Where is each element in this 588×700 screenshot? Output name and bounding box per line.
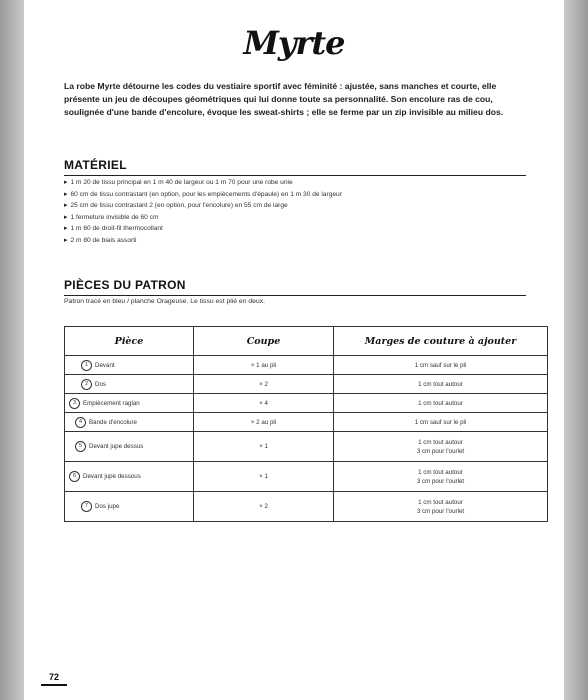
table-row: [65, 492, 548, 522]
marge-cell: [334, 394, 548, 413]
table-row: [65, 413, 548, 432]
piece-name: Dos jupe: [95, 503, 120, 510]
marge-line: 1 cm tout autour: [418, 438, 463, 446]
table-row: [65, 394, 548, 413]
pieces-subtitle: Patron tracé en bleu / planche Orageuse. Le tissu est plié en deux.: [64, 298, 266, 305]
viewer-left-margin: [0, 0, 24, 700]
piece-cell: [65, 375, 194, 394]
coupe-cell: × 2: [194, 375, 334, 394]
materiel-item: ▸ 1 m 60 de droit-fil thermocollant: [64, 223, 526, 235]
marge-line: 1 cm tout autour: [418, 380, 463, 388]
page-number: 72: [41, 672, 67, 686]
table-row: [65, 356, 548, 375]
marge-line: 1 cm sauf sur le pli: [414, 418, 467, 426]
column-header-coupe: Coupe: [194, 327, 334, 356]
coupe-cell: × 1: [194, 462, 334, 492]
coupe-cell: × 1: [194, 432, 334, 462]
marge-cell: [334, 356, 548, 375]
coupe-cell: × 4: [194, 394, 334, 413]
piece-number-badge: 4: [75, 417, 86, 428]
marge-line: 3 cm pour l'ourlet: [416, 447, 465, 455]
piece-cell: [65, 394, 194, 413]
piece-number-badge: 7: [81, 501, 92, 512]
intro-paragraph: La robe Myrte détourne les codes du vestiaire sportif avec féminité : ajustée, sans manches et courte, elle présente un jeu de découpes géométriques qui lui donne toute sa personnalité. Son encolure ras de cou, soulignée d'une bande d'encolure, évoque les sweat-shirts ; elle se ferme par un zip invisible au milieu dos.: [64, 81, 504, 117]
table-row: [65, 462, 548, 492]
marge-line: 1 cm tout autour: [418, 399, 463, 407]
table-row: [65, 375, 548, 394]
marge-line: 3 cm pour l'ourlet: [416, 477, 465, 485]
column-header-marges: Marges de couture à ajouter: [334, 327, 548, 356]
materiel-heading: MATÉRIEL: [64, 158, 526, 176]
piece-name: Devant jupe dessous: [83, 473, 141, 480]
coupe-cell: × 2 au pli: [194, 413, 334, 432]
piece-number-badge: 2: [81, 379, 92, 390]
pattern-pieces-table: [64, 326, 548, 522]
piece-name: Devant jupe dessus: [89, 443, 144, 450]
table-header-row: [65, 327, 548, 356]
marge-line: 1 cm tout autour: [418, 498, 463, 506]
document-page: [24, 0, 564, 700]
materiel-item: ▸ 1 m 20 de tissu principal en 1 m 40 de largeur ou 1 m 70 pour une robe unie: [64, 177, 526, 189]
piece-number-badge: 5: [75, 441, 86, 452]
marge-line: 3 cm pour l'ourlet: [416, 507, 465, 515]
piece-name: Dos: [95, 380, 107, 388]
piece-cell: [65, 462, 194, 492]
marge-cell: [334, 462, 548, 492]
coupe-cell: × 1 au pli: [194, 356, 334, 375]
piece-cell: [65, 356, 194, 375]
pieces-heading: PIÈCES DU PATRON: [64, 278, 526, 296]
piece-name: Bande d'encolure: [89, 418, 137, 426]
marge-cell: [334, 432, 548, 462]
materiel-item: ▸ 25 cm de tissu contrastant 2 (en option, pour l'encolure) en 55 cm de large: [64, 200, 526, 212]
column-header-piece: Pièce: [65, 327, 194, 356]
piece-name: Devant: [95, 361, 115, 369]
viewer-right-margin: [564, 0, 588, 700]
piece-cell: [65, 432, 194, 462]
marge-cell: [334, 492, 548, 522]
piece-number-badge: 1: [81, 360, 92, 371]
piece-cell: [65, 413, 194, 432]
materiel-item: ▸ 1 fermeture invisible de 60 cm: [64, 212, 526, 224]
marge-cell: [334, 375, 548, 394]
coupe-cell: × 2: [194, 492, 334, 522]
piece-name: Empiècement raglan: [83, 399, 140, 407]
table-row: [65, 432, 548, 462]
materiel-item: ▸ 60 cm de tissu contrastant (en option, pour les empiècements d'épaule) en 1 m 30 de largeur: [64, 189, 526, 201]
marge-line: 1 cm sauf sur le pli: [414, 361, 467, 369]
marge-line: 1 cm tout autour: [418, 468, 463, 476]
materiel-item: ▸ 2 m 80 de biais assorti: [64, 235, 526, 247]
marge-cell: [334, 413, 548, 432]
materiel-list: [64, 177, 526, 247]
page-title: Myrte: [243, 24, 345, 62]
piece-cell: [65, 492, 194, 522]
piece-number-badge: 3: [69, 398, 80, 409]
piece-number-badge: 6: [69, 471, 80, 482]
